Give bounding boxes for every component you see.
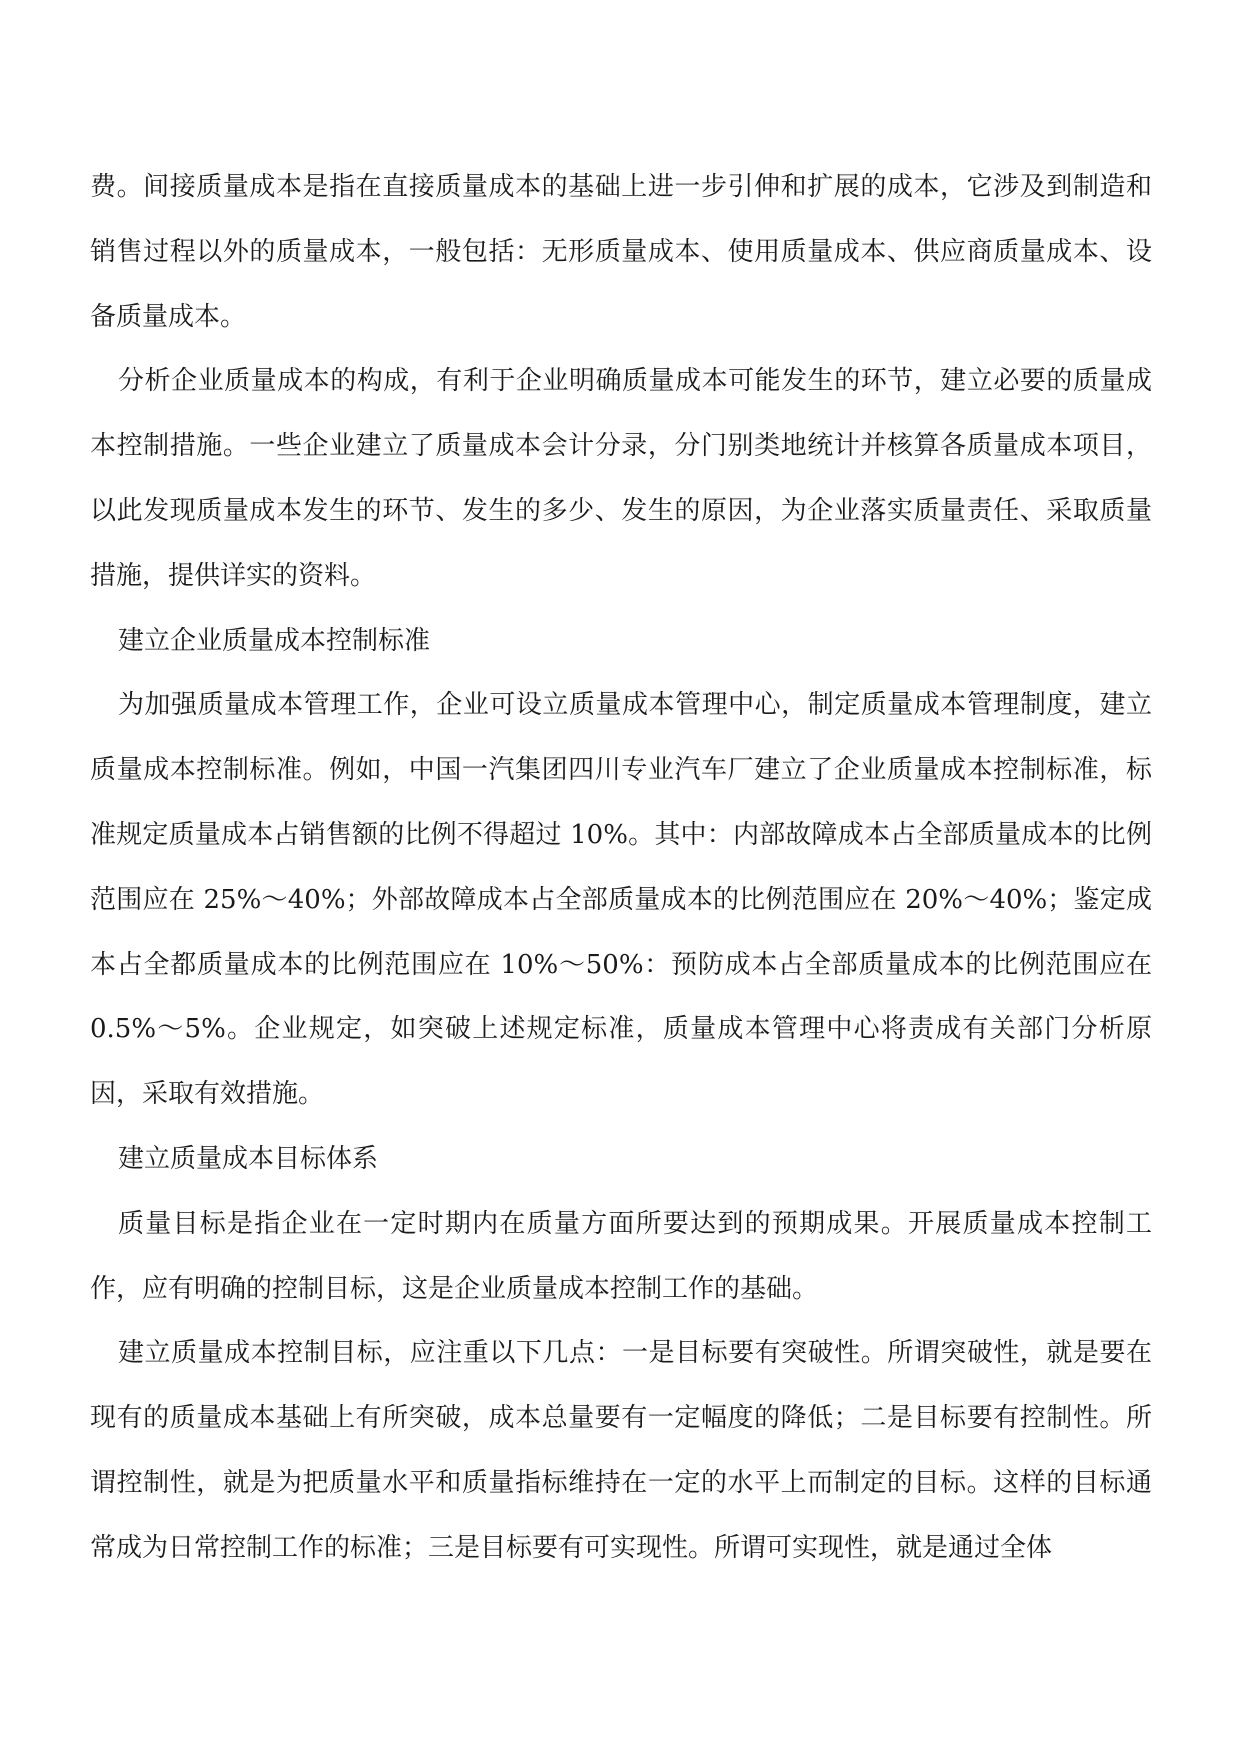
paragraph-quality-target: 质量目标是指企业在一定时期内在质量方面所要达到的预期成果。开展质量成本控制工作，应有明确的控制目标，这是企业质量成本控制工作的基础。	[90, 1208, 1152, 1304]
document-body	[90, 155, 1152, 1581]
paragraph-control-target-points: 建立质量成本控制目标，应注重以下几点：一是目标要有突破性。所谓突破性，就是要在现有的质量成本基础上有所突破，成本总量要有一定幅度的降低；二是目标要有控制性。所谓控制性，就是为把质量水平和质量指标维持在一定的水平上而制定的目标。这样的目标通常成为日常控制工作的标准；三是目标要有可实现性。所谓可实现性，就是通过全体	[90, 1338, 1152, 1563]
paragraph-continuation: 费。间接质量成本是指在直接质量成本的基础上进一步引伸和扩展的成本，它涉及到制造和销售过程以外的质量成本，一般包括：无形质量成本、使用质量成本、供应商质量成本、设备质量成本。	[90, 172, 1152, 332]
paragraph-cost-control-standard: 为加强质量成本管理工作，企业可设立质量成本管理中心，制定质量成本管理制度，建立质量成本控制标准。例如，中国一汽集团四川专业汽车厂建立了企业质量成本控制标准，标准规定质量成本占销售额的比例不得超过 10%。其中：内部故障成本占全部质量成本的比例范围应在 25%～40%；外部故障成本占全部质量成本的比例范围应在 20%～40%；鉴定成本占全都质量成本的比例范围应在 10%～50%：预防成本占全部质量成本的比例范围应在 0.5%～5%。企业规定，如突破上述规定标准，质量成本管理中心将责成有关部门分析原因，采取有效措施。	[90, 690, 1152, 1110]
paragraph-cost-composition: 分析企业质量成本的构成，有利于企业明确质量成本可能发生的环节，建立必要的质量成本控制措施。一些企业建立了质量成本会计分录，分门别类地统计并核算各质量成本项目，以此发现质量成本发生的环节、发生的多少、发生的原因，为企业落实质量责任、采取质量措施，提供详实的资料。	[90, 366, 1152, 591]
heading-cost-target-system: 建立质量成本目标体系	[118, 1143, 379, 1174]
heading-cost-control-standard: 建立企业质量成本控制标准	[118, 625, 431, 656]
